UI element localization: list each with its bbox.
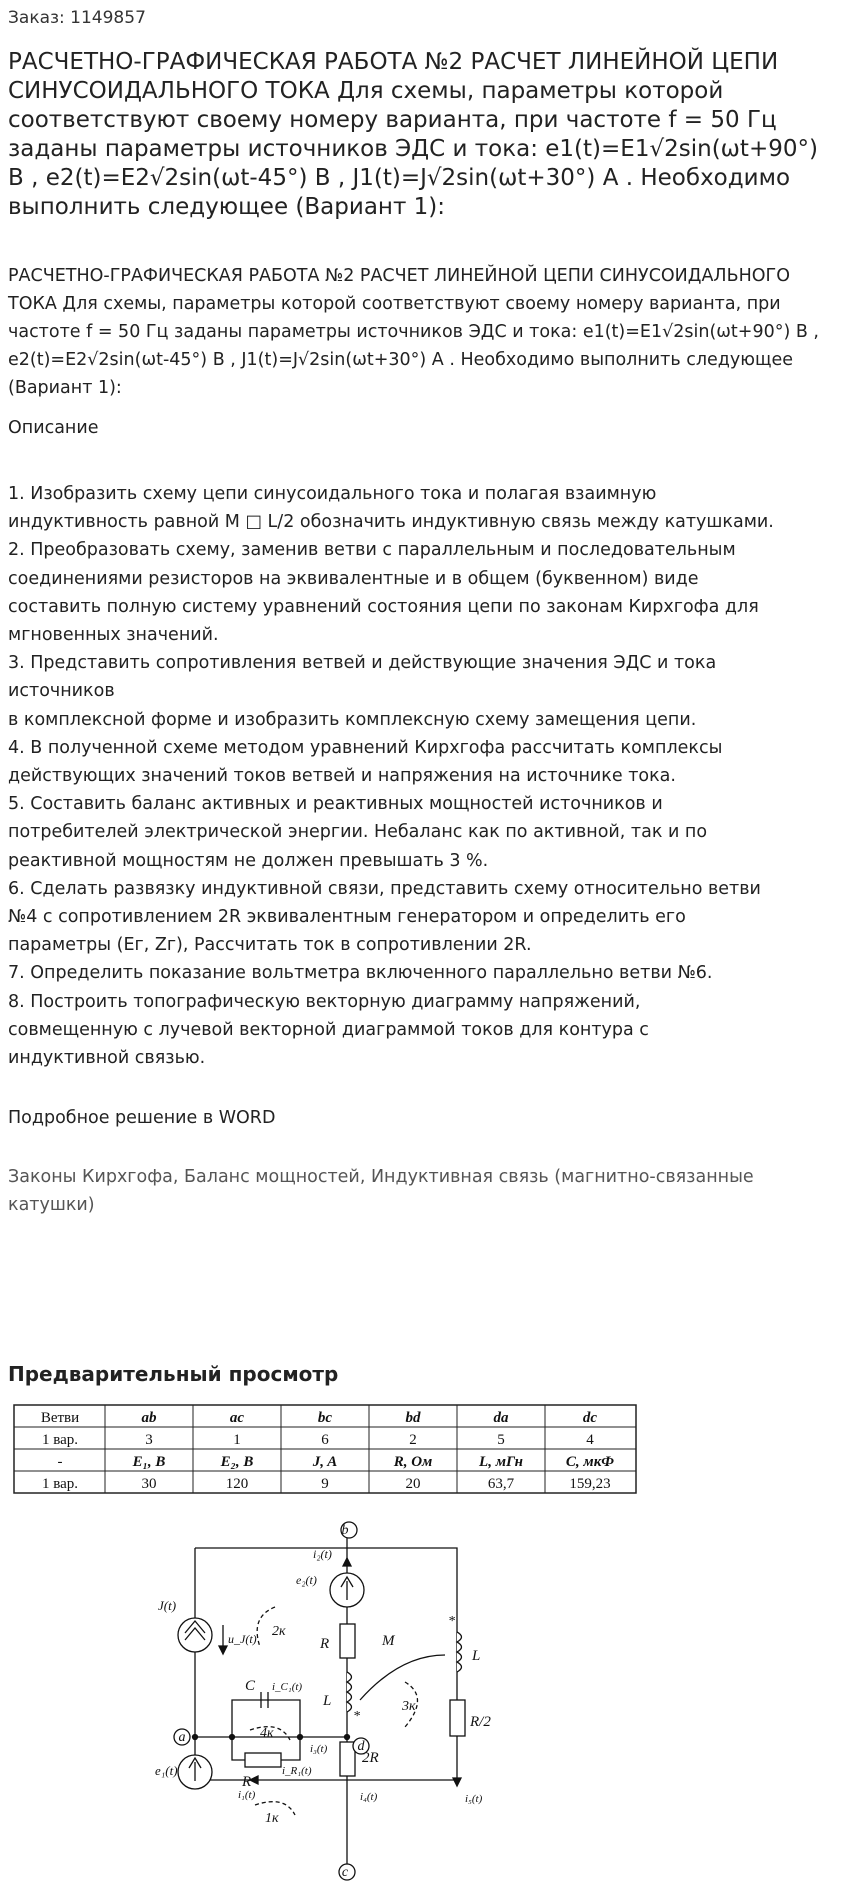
label-2r: 2R: [362, 1750, 379, 1766]
table-cell: 30: [141, 1476, 157, 1492]
label-loop-4k: 4к: [260, 1726, 274, 1741]
tag-link[interactable]: Баланс мощностей: [184, 1167, 360, 1187]
description-line: 4. В полученной схеме методом уравнений Кирхгофа рассчитать комплексы: [8, 737, 723, 758]
label-uJ: u_J(t): [228, 1632, 257, 1646]
inductor-center-icon: [347, 1672, 352, 1712]
label-i1: i₁(t): [238, 1789, 256, 1801]
description-body: [8, 480, 843, 1072]
label-e2: e₂(t): [296, 1573, 317, 1587]
description-line: 7. Определить показание вольтметра включенного параллельно ветви №6.: [8, 963, 713, 984]
table-cell: 3: [145, 1432, 153, 1448]
table-cell: 63,7: [487, 1476, 515, 1492]
table-cell: 1 вар.: [41, 1476, 79, 1492]
description-line: совмещенную с лучевой векторной диаграммой токов для контура с: [8, 1019, 649, 1040]
label-ir: i_R₁(t): [282, 1765, 312, 1777]
table-cell: 5: [497, 1432, 505, 1448]
label-m: M: [382, 1633, 395, 1649]
description-line: 3. Представить сопротивления ветвей и действующие значения ЭДС и тока: [8, 653, 717, 674]
label-i5: i₅(t): [465, 1793, 483, 1805]
tag-list: [8, 1163, 838, 1219]
label-i4: i₄(t): [360, 1791, 378, 1803]
label-i3: i₃(t): [310, 1743, 328, 1755]
label-star-right: *: [448, 1614, 455, 1629]
description-line: мгновенных значений.: [8, 625, 219, 646]
description-line: потребителей электрической энергии. Небаланс как по активной, так и по: [8, 822, 708, 843]
tag-link[interactable]: Законы Кирхгофа: [8, 1167, 173, 1187]
preview-image: [10, 1400, 640, 1885]
description-line: 1. Изобразить схему цепи синусоидального тока и полагая взаимную: [8, 484, 657, 504]
table-cell: L, мГн: [479, 1454, 523, 1470]
label-star-center: *: [353, 1709, 360, 1724]
resistor-r-top: [340, 1624, 355, 1658]
label-i2-top: i₂(t): [313, 1547, 332, 1561]
label-r-half: R/2: [470, 1714, 491, 1730]
table-cell: E₁, B: [132, 1454, 166, 1470]
table-cell: ac: [229, 1410, 245, 1426]
resistor-r-bottom: [245, 1753, 281, 1767]
i5-arrow: [453, 1778, 461, 1786]
word-note: Подробное решение в WORD: [8, 1108, 276, 1128]
description-line: 6. Сделать развязку индуктивной связи, представить схему относительно ветви: [8, 878, 761, 899]
uJ-arrow: [219, 1646, 227, 1654]
table-cell: bc: [317, 1410, 333, 1426]
description-line: индуктивной связью.: [8, 1048, 206, 1069]
tag-separator: ,: [359, 1167, 371, 1187]
label-l-center: L: [323, 1693, 332, 1709]
tag-link[interactable]: Индуктивная связь (магнитно-связанные катушки): [8, 1167, 754, 1215]
label-loop-1k: 1к: [265, 1811, 279, 1826]
mutual-arc: [360, 1655, 445, 1700]
label-e1: e₁(t): [155, 1763, 178, 1778]
i1-arrow: [250, 1776, 258, 1784]
intro-text: РАСЧЕТНО-ГРАФИЧЕСКАЯ РАБОТА №2 РАСЧЕТ ЛИНЕЙНОЙ ЦЕПИ СИНУСОИДАЛЬНОГО ТОКА Для схемы, параметры которой соответствуют своему номеру варианта, при частоте f = 50 Гц заданы параметры источников ЭДС и тока: e1(t)=E1√2sin(ωt+90°) В , e2(t)=E2√2sin(ωt-45°) В , J1(t)=J√2sin(ωt+30°) А . Необходимо выполнить следующее (Вариант 1):: [8, 266, 819, 398]
table-cell: -: [57, 1454, 63, 1470]
description-line: параметры (Ег, Zг), Рассчитать ток в сопротивлении 2R.: [8, 935, 532, 956]
order-number: Заказ: 1149857: [8, 8, 146, 28]
table-cell: ab: [141, 1410, 157, 1426]
table-cell: Ветви: [40, 1410, 80, 1426]
description-line: реактивной мощностям не должен превышать 3 %.: [8, 850, 489, 871]
table-cell: 120: [225, 1476, 249, 1492]
node-a-label: a: [178, 1730, 186, 1745]
description-line: источников: [8, 681, 115, 702]
preview-heading: Предварительный просмотр: [8, 1362, 339, 1386]
table-cell: 2: [409, 1432, 417, 1448]
description-line: 5. Составить баланс активных и реактивных мощностей источников и: [8, 794, 663, 815]
node-b-label: b: [341, 1523, 349, 1538]
description-line: 8. Построить топографическую векторную диаграмму напряжений,: [8, 991, 641, 1012]
label-r-bottom: R: [242, 1774, 252, 1790]
label-r-top: R: [320, 1636, 330, 1652]
current-source-icon: [178, 1618, 212, 1652]
page-title: РАСЧЕТНО-ГРАФИЧЕСКАЯ РАБОТА №2 РАСЧЕТ ЛИНЕЙНОЙ ЦЕПИ СИНУСОИДАЛЬНОГО ТОКА Для схемы, параметры которой соответствуют своему номеру варианта, при частоте f = 50 Гц заданы параметры источников ЭДС и тока: e1(t)=E1√2sin(ωt+90°) В , e2(t)=E2√2sin(ωt-45°) В , J1(t)=J√2sin(ωt+30°) А . Необходимо выполнить следующее (Вариант 1):: [8, 49, 818, 220]
table-cell: 1: [233, 1432, 241, 1448]
label-l-right: L: [472, 1648, 481, 1664]
label-c: C: [245, 1678, 256, 1694]
table-cell: bd: [405, 1410, 421, 1426]
label-ic: i_C₁(t): [272, 1681, 303, 1693]
label-loop-2k: 2к: [272, 1624, 286, 1639]
description-heading: Описание: [8, 418, 99, 438]
node-dot: [193, 1735, 198, 1740]
i2-arrow: [343, 1558, 351, 1566]
description-line: в комплексной форме и изобразить комплексную схему замещения цепи.: [8, 709, 697, 730]
label-loop-3k: 3к: [402, 1699, 416, 1714]
circuit-diagram: [174, 1522, 465, 1880]
table-cell: C, мкФ: [565, 1454, 615, 1470]
description-line: составить полную систему уравнений состояния цепи по законам Кирхгофа для: [8, 596, 759, 617]
table-cell: J, A: [312, 1454, 338, 1470]
node-d-label: d: [357, 1739, 365, 1754]
description-line: №4 с сопротивлением 2R эквивалентным генератором и определить его: [8, 907, 686, 928]
label-J: J(t): [158, 1598, 177, 1613]
description-line: соединениями резисторов на эквивалентные и в общем (буквенном) виде: [8, 568, 699, 589]
table-cell: 4: [586, 1432, 594, 1448]
table-cell: 20: [405, 1476, 421, 1492]
table-cell: da: [493, 1410, 509, 1426]
table-cell: E₂, B: [220, 1454, 254, 1470]
node-dot: [230, 1735, 235, 1740]
table-cell: 1 вар.: [41, 1432, 79, 1448]
table-cell: R, Ом: [393, 1454, 433, 1470]
table-cell: dc: [582, 1410, 598, 1426]
description-line: действующих значений токов ветвей и напряжения на источнике тока.: [8, 766, 676, 787]
node-dot: [298, 1735, 303, 1740]
table-cell: 159,23: [569, 1476, 611, 1492]
table-cell: 9: [321, 1476, 329, 1492]
resistor-r-half: [450, 1700, 465, 1736]
description-line: 2. Преобразовать схему, заменив ветви с параллельным и последовательным: [8, 540, 736, 561]
inductor-right-icon: [457, 1632, 462, 1672]
description-line: индуктивность равной М □ L/2 обозначить индуктивную связь между катушками.: [8, 512, 774, 533]
node-dot: [345, 1735, 350, 1740]
table-cell: 6: [321, 1432, 329, 1448]
node-c-label: c: [341, 1865, 349, 1880]
tag-separator: ,: [172, 1167, 185, 1187]
